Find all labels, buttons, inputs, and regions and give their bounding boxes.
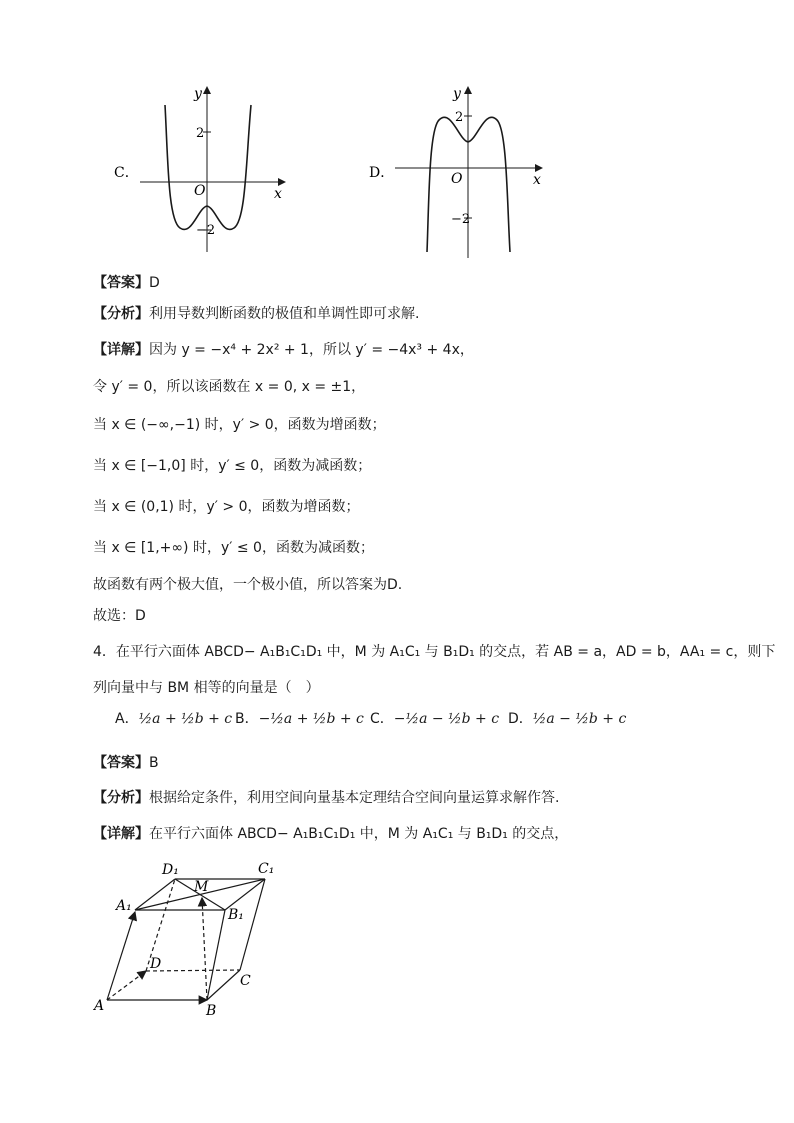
graph-c-origin: O <box>194 183 206 199</box>
graph-d-tick-pos: 2 <box>455 110 464 125</box>
q4-answer <box>93 753 159 773</box>
q3-detail-tag: 【详解】 <box>93 342 149 358</box>
q4-detail-text: 在平行六面体 ABCD− A₁B₁C₁D₁ 中，M 为 A₁C₁ 与 B₁D₁ 的交点， <box>149 826 569 842</box>
q3-detail-line-2: 令 y′ = 0，所以该函数在 x = 0, x = ±1， <box>93 379 366 395</box>
q4-stem-line-1: 4．在平行六面体 ABCD− A₁B₁C₁D₁ 中，M 为 A₁C₁ 与 B₁D₁ 的交点，若 AB = a，AD = b，AA₁ = c，则下 <box>93 644 776 660</box>
q4-detail-tag: 【详解】 <box>93 826 149 842</box>
q4-option-c-expr: −½a − ½b + c <box>393 711 500 727</box>
q4-option-a-label: A． <box>115 711 139 727</box>
q4-option-d[interactable] <box>508 708 626 728</box>
graph-d-x-label: x <box>533 172 541 188</box>
graph-d-tick-neg: −2 <box>451 212 471 227</box>
q3-detail-line-3: 当 x ∈ (−∞,−1) 时，y′ > 0，函数为增函数； <box>93 417 386 433</box>
q4-option-b-label: B． <box>235 711 259 727</box>
q3-detail <box>93 340 474 360</box>
vertex-label-d1: D₁ <box>162 862 179 878</box>
vertex-label-c: C <box>240 973 251 989</box>
graph-d-y-label: y <box>453 86 461 102</box>
graph-c-curve <box>165 105 251 229</box>
graph-c-x-label: x <box>274 186 282 202</box>
vertex-label-c1: C₁ <box>258 861 275 877</box>
vertex-label-b: B <box>206 1003 217 1019</box>
q3-analysis-text: 利用导数判断函数的极值和单调性即可求解. <box>149 306 420 322</box>
q3-conclusion: 故函数有两个极大值，一个极小值，所以答案为D. <box>93 577 403 593</box>
vertex-label-b1: B₁ <box>228 907 244 923</box>
q4-option-a[interactable] <box>115 708 232 728</box>
vertex-label-d: D <box>150 956 162 972</box>
graph-c-label: C． <box>114 165 139 181</box>
q3-detail-line-6: 当 x ∈ [1,+∞) 时，y′ ≤ 0，函数为减函数； <box>93 540 374 556</box>
graph-c-tick-pos: 2 <box>196 126 205 141</box>
graph-d <box>365 80 555 260</box>
q4-option-b-expr: −½a + ½b + c <box>258 711 364 727</box>
q3-detail-line-5: 当 x ∈ (0,1) 时，y′ > 0，函数为增函数； <box>93 499 360 515</box>
q4-option-c[interactable] <box>370 708 499 728</box>
q4-option-b[interactable] <box>235 708 364 728</box>
q4-answer-tag: 【答案】 <box>93 755 149 771</box>
q4-option-a-expr: ½a + ½b + c <box>138 711 233 727</box>
graph-c <box>110 80 300 260</box>
vertex-label-m: M <box>194 879 209 895</box>
q3-detail-line-1: 因为 y = −x⁴ + 2x² + 1，所以 y′ = −4x³ + 4x， <box>149 342 474 358</box>
q4-analysis <box>93 788 559 808</box>
q4-stem-line-2: 列向量中与 BM 相等的向量是（ ） <box>93 680 320 696</box>
q3-analysis <box>93 304 419 324</box>
vertex-label-a: A <box>94 998 105 1014</box>
graph-c-tick-neg: −2 <box>196 223 216 238</box>
q4-option-d-expr: ½a − ½b + c <box>532 711 627 727</box>
q4-option-c-label: C． <box>370 711 394 727</box>
q3-detail-line-4: 当 x ∈ [−1,0] 时，y′ ≤ 0，函数为减函数； <box>93 458 372 474</box>
q3-answer-tag: 【答案】 <box>93 275 149 291</box>
graph-d-label: D． <box>369 165 395 181</box>
q3-answer-value: D <box>149 275 160 291</box>
graph-c-y-label: y <box>194 86 202 102</box>
q4-option-d-label: D． <box>508 711 533 727</box>
q4-detail <box>93 824 568 844</box>
q3-analysis-tag: 【分析】 <box>93 306 149 322</box>
q3-choose: 故选：D <box>93 608 146 624</box>
q4-answer-value: B <box>149 755 159 771</box>
graph-d-origin: O <box>451 171 463 187</box>
q3-answer <box>93 273 160 293</box>
q4-analysis-tag: 【分析】 <box>93 790 149 806</box>
q4-analysis-text: 根据给定条件，利用空间向量基本定理结合空间向量运算求解作答. <box>149 790 560 806</box>
vertex-label-a1: A₁ <box>116 898 132 914</box>
parallelepiped-figure <box>90 855 290 1020</box>
